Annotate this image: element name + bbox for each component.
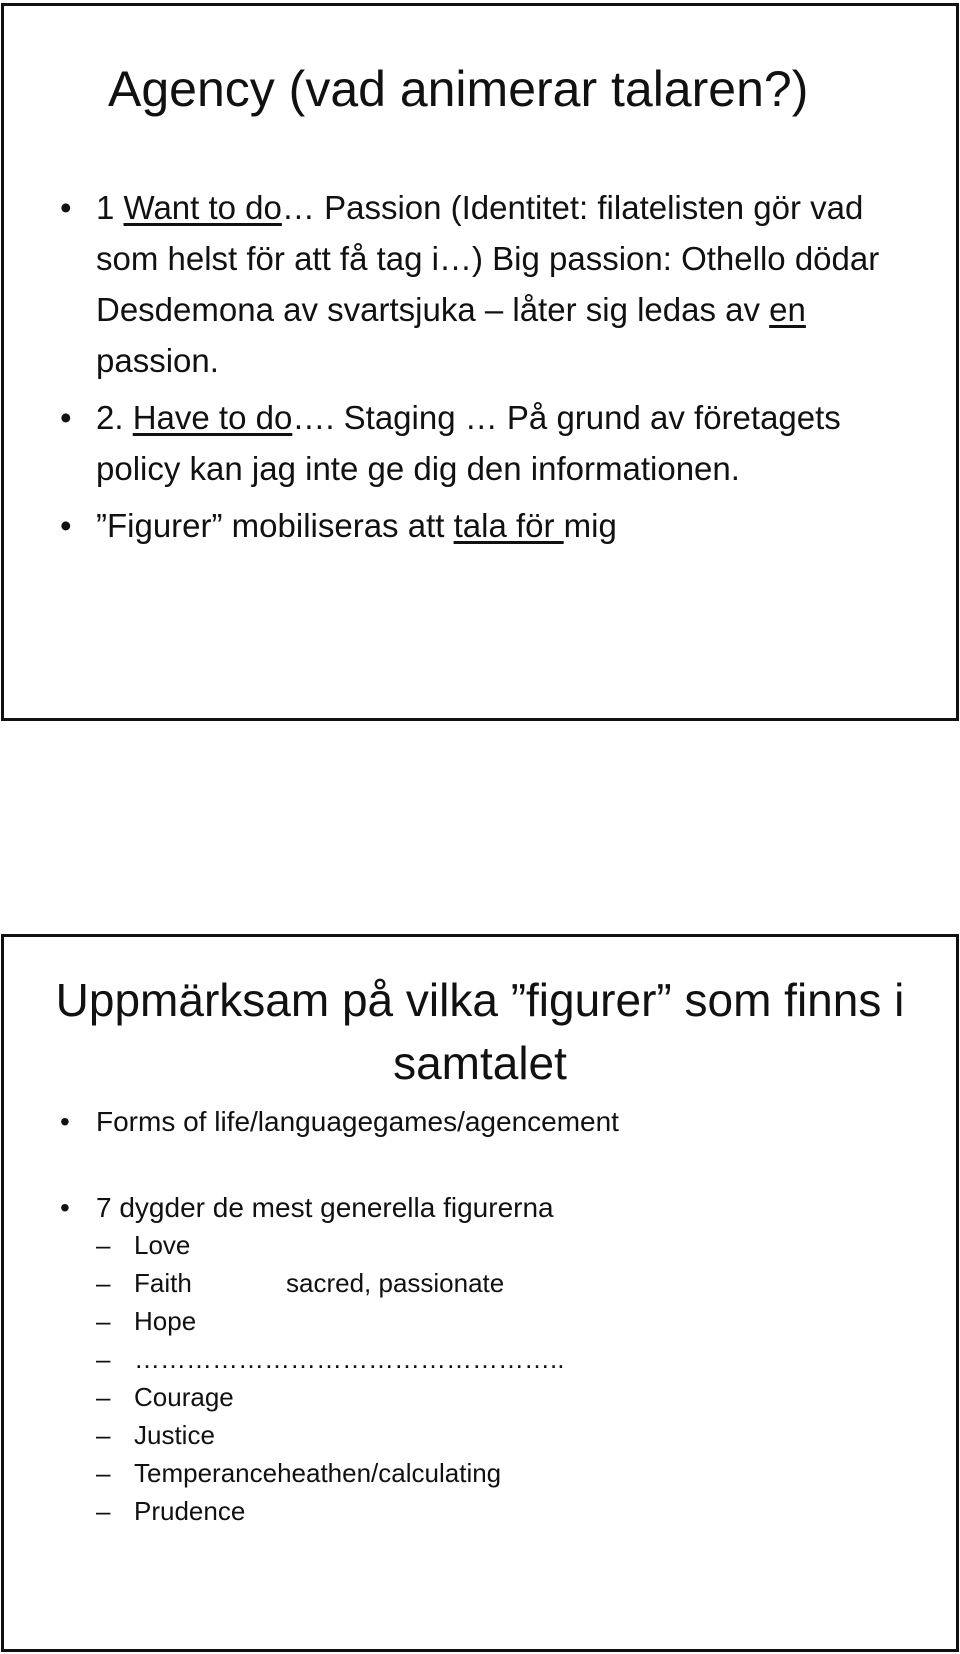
underlined-text: en (769, 291, 806, 328)
dash-icon: – (96, 1306, 111, 1336)
sub-item-text: Faith (134, 1268, 192, 1298)
list-item (60, 392, 910, 494)
bullet-icon: • (60, 399, 72, 436)
sub-item-annotation: sacred, passionate (286, 1268, 505, 1298)
dash-icon: – (96, 1458, 111, 1488)
slide-agency (1, 3, 959, 721)
slide-figures (1, 934, 959, 1652)
virtues-sublist (96, 1226, 910, 1530)
sub-item-text: Justice (134, 1420, 215, 1450)
slide-title: Uppmärksam på vilka ”figurer” som finns i samtalet (55, 974, 905, 1089)
dash-icon: – (96, 1496, 111, 1526)
slide-title: Agency (vad animerar talaren?) (108, 61, 809, 117)
sub-list-item (96, 1492, 910, 1530)
bullet-icon: • (60, 1106, 70, 1137)
sub-item-text: Courage (134, 1382, 234, 1412)
item-text: 7 dygder de mest generella figurerna (96, 1192, 554, 1223)
sub-list-item (96, 1454, 910, 1492)
sub-list-item (96, 1302, 910, 1340)
bullet-icon: • (60, 507, 72, 544)
sub-list-item (96, 1378, 910, 1416)
item-text: 2. (96, 399, 133, 436)
dash-icon: – (96, 1382, 111, 1412)
bullet-list (60, 182, 910, 557)
bullet-icon: • (60, 189, 72, 226)
list-item (60, 1104, 910, 1140)
dash-icon: – (96, 1420, 111, 1450)
item-text: ”Figurer” mobiliseras att (96, 507, 454, 544)
item-text: mig (563, 507, 617, 544)
sub-item-text: Love (134, 1230, 191, 1260)
item-text: Forms of life/languagegames/agencement (96, 1106, 619, 1137)
sub-item-text: Temperanceheathen/calculating (134, 1458, 502, 1488)
underlined-text: tala för (453, 507, 564, 544)
sub-item-text: Prudence (134, 1496, 246, 1526)
item-text: 1 (96, 189, 124, 226)
sub-item-text: ………………………………………….. (134, 1344, 565, 1374)
underlined-text: Want to do (123, 189, 282, 226)
bullet-list (60, 1104, 910, 1580)
dash-icon: – (96, 1268, 111, 1298)
list-item (60, 1190, 910, 1530)
sub-list-item (96, 1226, 910, 1264)
bullet-icon: • (60, 1192, 70, 1223)
sub-list-item (96, 1340, 910, 1378)
item-text: … Passion (Identitet: filatelisten gör vad som helst för att få tag i…) Big passion: Othello dödar Desdemona av svartsjuka – låter sig ledas av (96, 189, 880, 328)
sub-item-text: Hope (134, 1306, 197, 1336)
item-text: …. Staging … På grund av företagets policy kan jag inte ge dig den informationen. (96, 399, 841, 487)
underlined-text: Have to do (132, 399, 293, 436)
sub-list-item (96, 1264, 910, 1302)
dash-icon: – (96, 1230, 111, 1260)
item-text: passion. (96, 342, 219, 379)
list-item (60, 500, 910, 551)
sub-list-item (96, 1416, 910, 1454)
list-item (60, 182, 910, 386)
dash-icon: – (96, 1344, 111, 1374)
